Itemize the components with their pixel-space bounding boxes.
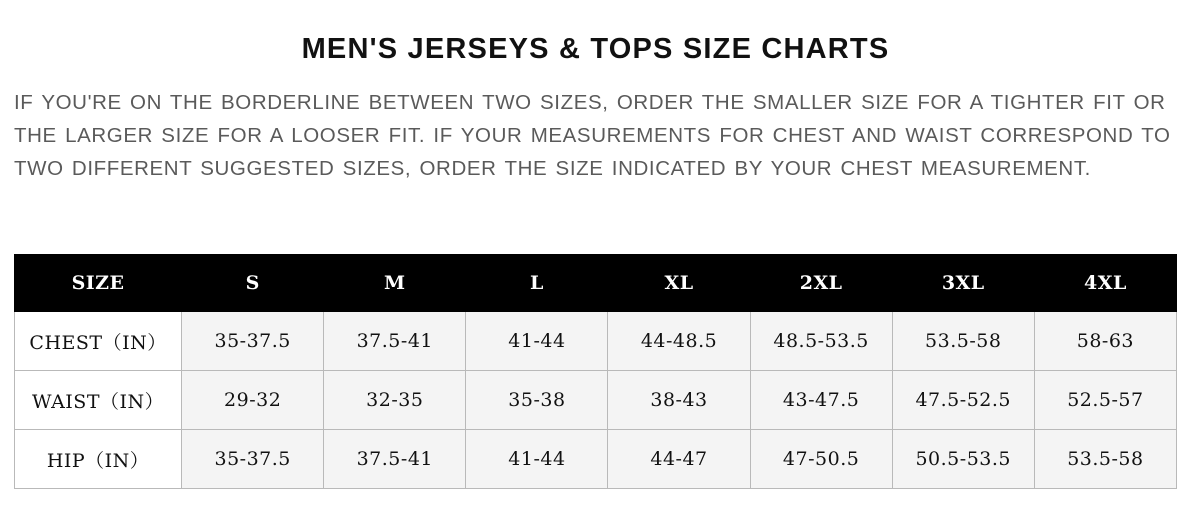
cell-waist-xl: 38-43: [608, 371, 750, 430]
intro-paragraph: IF YOU'RE ON THE BORDERLINE BETWEEN TWO SIZES, ORDER THE SMALLER SIZE FOR A TIGHTER FIT OR THE LARGER SIZE FOR A LOOSER FIT. IF YOUR MEASUREMENTS FOR CHEST AND WAIST CORRESPOND TO TWO DIFFERENT SUGGESTED SIZES, ORDER THE SIZE INDICATED BY YOUR CHEST MEASUREMENT.: [14, 91, 1171, 180]
table-header: [15, 255, 1177, 312]
column-header-xl: XL: [608, 255, 750, 312]
page-title: MEN'S JERSEYS & TOPS SIZE CHARTS: [301, 33, 890, 65]
cell-chest-l: 41-44: [466, 312, 608, 371]
cell-chest-s: 35-37.5: [182, 312, 324, 371]
column-header-3xl: 3XL: [892, 255, 1034, 312]
cell-waist-l: 35-38: [466, 371, 608, 430]
column-header-l: L: [466, 255, 608, 312]
cell-waist-4xl: 52.5-57: [1034, 371, 1176, 430]
column-header-m: M: [324, 255, 466, 312]
column-header-2xl: 2XL: [750, 255, 892, 312]
cell-chest-3xl: 53.5-58: [892, 312, 1034, 371]
table-row: [15, 312, 1177, 371]
cell-hip-xl: 44-47: [608, 430, 750, 489]
cell-hip-s: 35-37.5: [182, 430, 324, 489]
row-label-waist: WAIST（IN）: [15, 371, 182, 430]
cell-chest-m: 37.5-41: [324, 312, 466, 371]
size-chart-table: [14, 254, 1177, 489]
column-header-s: S: [182, 255, 324, 312]
cell-chest-4xl: 58-63: [1034, 312, 1176, 371]
cell-waist-3xl: 47.5-52.5: [892, 371, 1034, 430]
cell-waist-2xl: 43-47.5: [750, 371, 892, 430]
cell-chest-2xl: 48.5-53.5: [750, 312, 892, 371]
cell-chest-xl: 44-48.5: [608, 312, 750, 371]
row-label-chest: CHEST（IN）: [15, 312, 182, 371]
size-chart-table-wrapper: [14, 254, 1177, 489]
table-row: [15, 371, 1177, 430]
cell-hip-m: 37.5-41: [324, 430, 466, 489]
row-label-hip: HIP（IN）: [15, 430, 182, 489]
table-header-row: [15, 255, 1177, 312]
table-body: [15, 312, 1177, 489]
column-header-4xl: 4XL: [1034, 255, 1176, 312]
cell-waist-m: 32-35: [324, 371, 466, 430]
cell-hip-3xl: 50.5-53.5: [892, 430, 1034, 489]
cell-hip-2xl: 47-50.5: [750, 430, 892, 489]
cell-hip-4xl: 53.5-58: [1034, 430, 1176, 489]
column-header-size: SIZE: [15, 255, 182, 312]
cell-hip-l: 41-44: [466, 430, 608, 489]
table-row: [15, 430, 1177, 489]
cell-waist-s: 29-32: [182, 371, 324, 430]
